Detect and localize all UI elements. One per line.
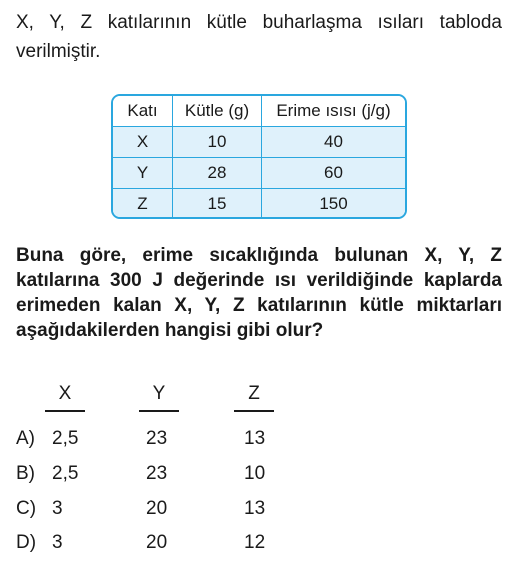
table-row <box>113 189 405 220</box>
option-header-y: Y <box>152 383 166 404</box>
table-row <box>113 158 405 189</box>
option-b[interactable] <box>16 463 316 489</box>
option-label: B) <box>16 463 35 484</box>
data-table <box>111 94 407 219</box>
option-value-x: 2,5 <box>52 428 79 449</box>
header-underline <box>139 410 179 412</box>
table-cell: 150 <box>262 189 406 220</box>
option-value-y: 20 <box>146 498 168 519</box>
table-cell: 15 <box>173 189 262 220</box>
table-header-cell: Kütle (g) <box>173 96 262 127</box>
table-cell: Y <box>113 158 173 189</box>
option-label: D) <box>16 532 37 553</box>
table-cell: 10 <box>173 127 262 158</box>
table-cell: 40 <box>262 127 406 158</box>
table-header-row <box>113 96 405 127</box>
table-row <box>113 127 405 158</box>
option-value-y: 23 <box>146 428 168 449</box>
option-value-y: 23 <box>146 463 168 484</box>
option-value-x: 3 <box>52 498 63 519</box>
table-header-cell: Erime ısısı (j/g) <box>262 96 406 127</box>
option-label: A) <box>16 428 35 449</box>
intro-text: X, Y, Z katılarının kütle buharlaşma ısıları tabloda verilmiştir. <box>16 12 502 62</box>
option-value-z: 13 <box>244 498 266 519</box>
table-cell: Z <box>113 189 173 220</box>
option-value-x: 3 <box>52 532 63 553</box>
option-c[interactable] <box>16 498 316 524</box>
option-d[interactable] <box>16 532 316 558</box>
question-text: Buna göre, erime sıcaklığında bulunan X, Y, Z katılarına 300 J değerinde ısı verildiğinde kaplarda erimeden kalan X, Y, Z katılarının kütle miktarları aşağıdakilerden hangisi gibi olur? <box>16 245 502 341</box>
option-a[interactable] <box>16 428 316 454</box>
table-header-cell: Katı <box>113 96 173 127</box>
table-cell: X <box>113 127 173 158</box>
option-value-x: 2,5 <box>52 463 79 484</box>
option-value-z: 12 <box>244 532 266 553</box>
header-underline <box>234 410 274 412</box>
option-header-x: X <box>58 383 72 404</box>
table-cell: 28 <box>173 158 262 189</box>
option-label: C) <box>16 498 37 519</box>
option-header-z: Z <box>248 383 260 404</box>
option-value-z: 13 <box>244 428 266 449</box>
option-value-y: 20 <box>146 532 168 553</box>
option-value-z: 10 <box>244 463 266 484</box>
header-underline <box>45 410 85 412</box>
table-cell: 60 <box>262 158 406 189</box>
